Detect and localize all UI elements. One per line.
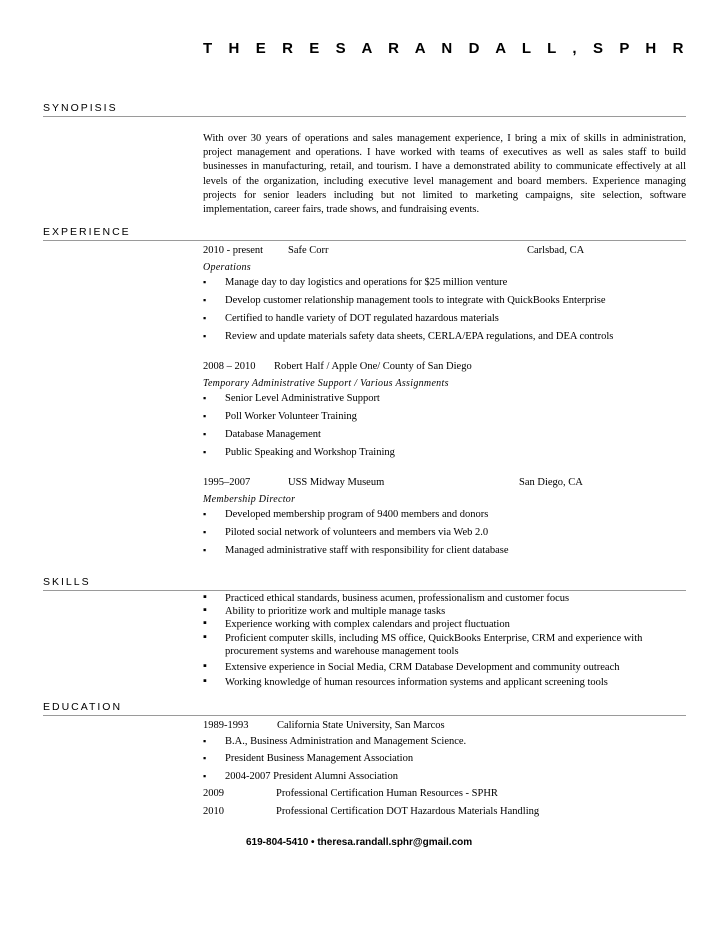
skill-text: Experience working with complex calendars and project fluctuation: [225, 619, 510, 630]
section-divider: [43, 590, 686, 591]
synopsis-text: With over 30 years of operations and sales management experience, I bring a mix of skills in administration, project management and operations. I have worked with teams of executives as well as sales staff to build businesses in manufacturing, retail, and tourism. I have a demonstrated ability to communicate effectively at all levels of the organization, including executive level management and board members. Experience managing projects for senior leaders including but not limited to marketing campaigns, site selection, software implementation, career fairs, trade shows, and fundraising events.: [203, 133, 686, 216]
job-company: USS Midway Museum: [288, 477, 385, 488]
certification-year: 2009: [203, 788, 224, 799]
skill-text: Practiced ethical standards, business acumen, professionalism and customer focus: [225, 593, 570, 604]
bullet-text: Senior Level Administrative Support: [225, 393, 380, 404]
contact-info: 619-804-5410 • theresa.randall.sphr@gmail.com: [246, 837, 473, 848]
education-dates: 1989-1993: [203, 720, 249, 731]
section-divider: [43, 116, 686, 117]
job-role: Operations: [203, 262, 251, 273]
bullet-text: 2004-2007 President Alumni Association: [225, 771, 398, 782]
section-divider: [43, 240, 686, 241]
section-label-synopsis: SYNOPISIS: [43, 102, 118, 114]
bullet-icon: ▪: [203, 527, 207, 537]
bullet-text: Managed administrative staff with responsibility for client database: [225, 545, 509, 556]
bullet-text: Develop customer relationship management tools to integrate with QuickBooks Enterprise: [225, 295, 606, 306]
certification-name: Professional Certification Human Resources - SPHR: [276, 788, 498, 799]
bullet-text: Review and update materials safety data sheets, CERLA/EPA regulations, and DEA controls: [225, 331, 614, 342]
bullet-icon: ▪: [203, 393, 207, 403]
job-company: Safe Corr: [288, 245, 329, 256]
job-company: Robert Half / Apple One/ County of San Diego: [274, 361, 472, 372]
bullet-icon: ▪: [203, 429, 207, 439]
bullet-icon: ▪: [203, 313, 207, 323]
certification-year: 2010: [203, 806, 224, 817]
job-location: Carlsbad, CA: [527, 245, 585, 256]
bullet-icon: ▪: [203, 604, 207, 616]
section-label-experience: EXPERIENCE: [43, 226, 131, 238]
section-label-skills: SKILLS: [43, 576, 91, 588]
bullet-text: Developed membership program of 9400 members and donors: [225, 509, 489, 520]
bullet-icon: ▪: [203, 331, 207, 341]
bullet-icon: ▪: [203, 277, 207, 287]
skill-text: Ability to prioritize work and multiple manage tasks: [225, 606, 446, 617]
bullet-text: B.A., Business Administration and Management Science.: [225, 736, 467, 747]
bullet-icon: ▪: [203, 771, 207, 781]
bullet-icon: ▪: [203, 447, 207, 457]
bullet-icon: ▪: [203, 753, 207, 763]
bullet-icon: ▪: [203, 660, 207, 672]
bullet-text: Database Management: [225, 429, 321, 440]
job-role: Temporary Administrative Support / Various Assignments: [203, 378, 449, 389]
bullet-icon: ▪: [203, 617, 207, 629]
bullet-icon: ▪: [203, 295, 207, 305]
bullet-icon: ▪: [203, 411, 207, 421]
skill-text: Proficient computer skills, including MS office, QuickBooks Enterprise, CRM and experience with procurement systems and warehouse management tools: [225, 633, 643, 657]
resume-name: T H E R E S A R A N D A L L , S P H R: [203, 40, 690, 57]
job-location: San Diego, CA: [519, 477, 583, 488]
skill-text: Working knowledge of human resources information systems and applicant screening tools: [225, 677, 608, 688]
education-school: California State University, San Marcos: [277, 720, 445, 731]
bullet-text: Piloted social network of volunteers and members via Web 2.0: [225, 527, 489, 538]
section-label-education: EDUCATION: [43, 701, 123, 713]
bullet-icon: ▪: [203, 509, 207, 519]
bullet-text: Poll Worker Volunteer Training: [225, 411, 357, 422]
bullet-icon: ▪: [203, 736, 207, 746]
skill-text: Extensive experience in Social Media, CRM Database Development and community outreach: [225, 662, 620, 673]
bullet-text: Certified to handle variety of DOT regulated hazardous materials: [225, 313, 499, 324]
bullet-text: President Business Management Association: [225, 753, 414, 764]
bullet-icon: ▪: [203, 675, 207, 687]
job-dates: 2008 – 2010: [203, 361, 256, 372]
job-dates: 1995–2007: [203, 477, 251, 488]
bullet-icon: ▪: [203, 631, 207, 643]
section-divider: [43, 715, 686, 716]
certification-name: Professional Certification DOT Hazardous Materials Handling: [276, 806, 540, 817]
bullet-icon: ▪: [203, 591, 207, 603]
job-role: Membership Director: [203, 494, 296, 505]
bullet-text: Manage day to day logistics and operations for $25 million venture: [225, 277, 508, 288]
bullet-icon: ▪: [203, 545, 207, 555]
job-dates: 2010 - present: [203, 245, 264, 256]
bullet-text: Public Speaking and Workshop Training: [225, 447, 395, 458]
